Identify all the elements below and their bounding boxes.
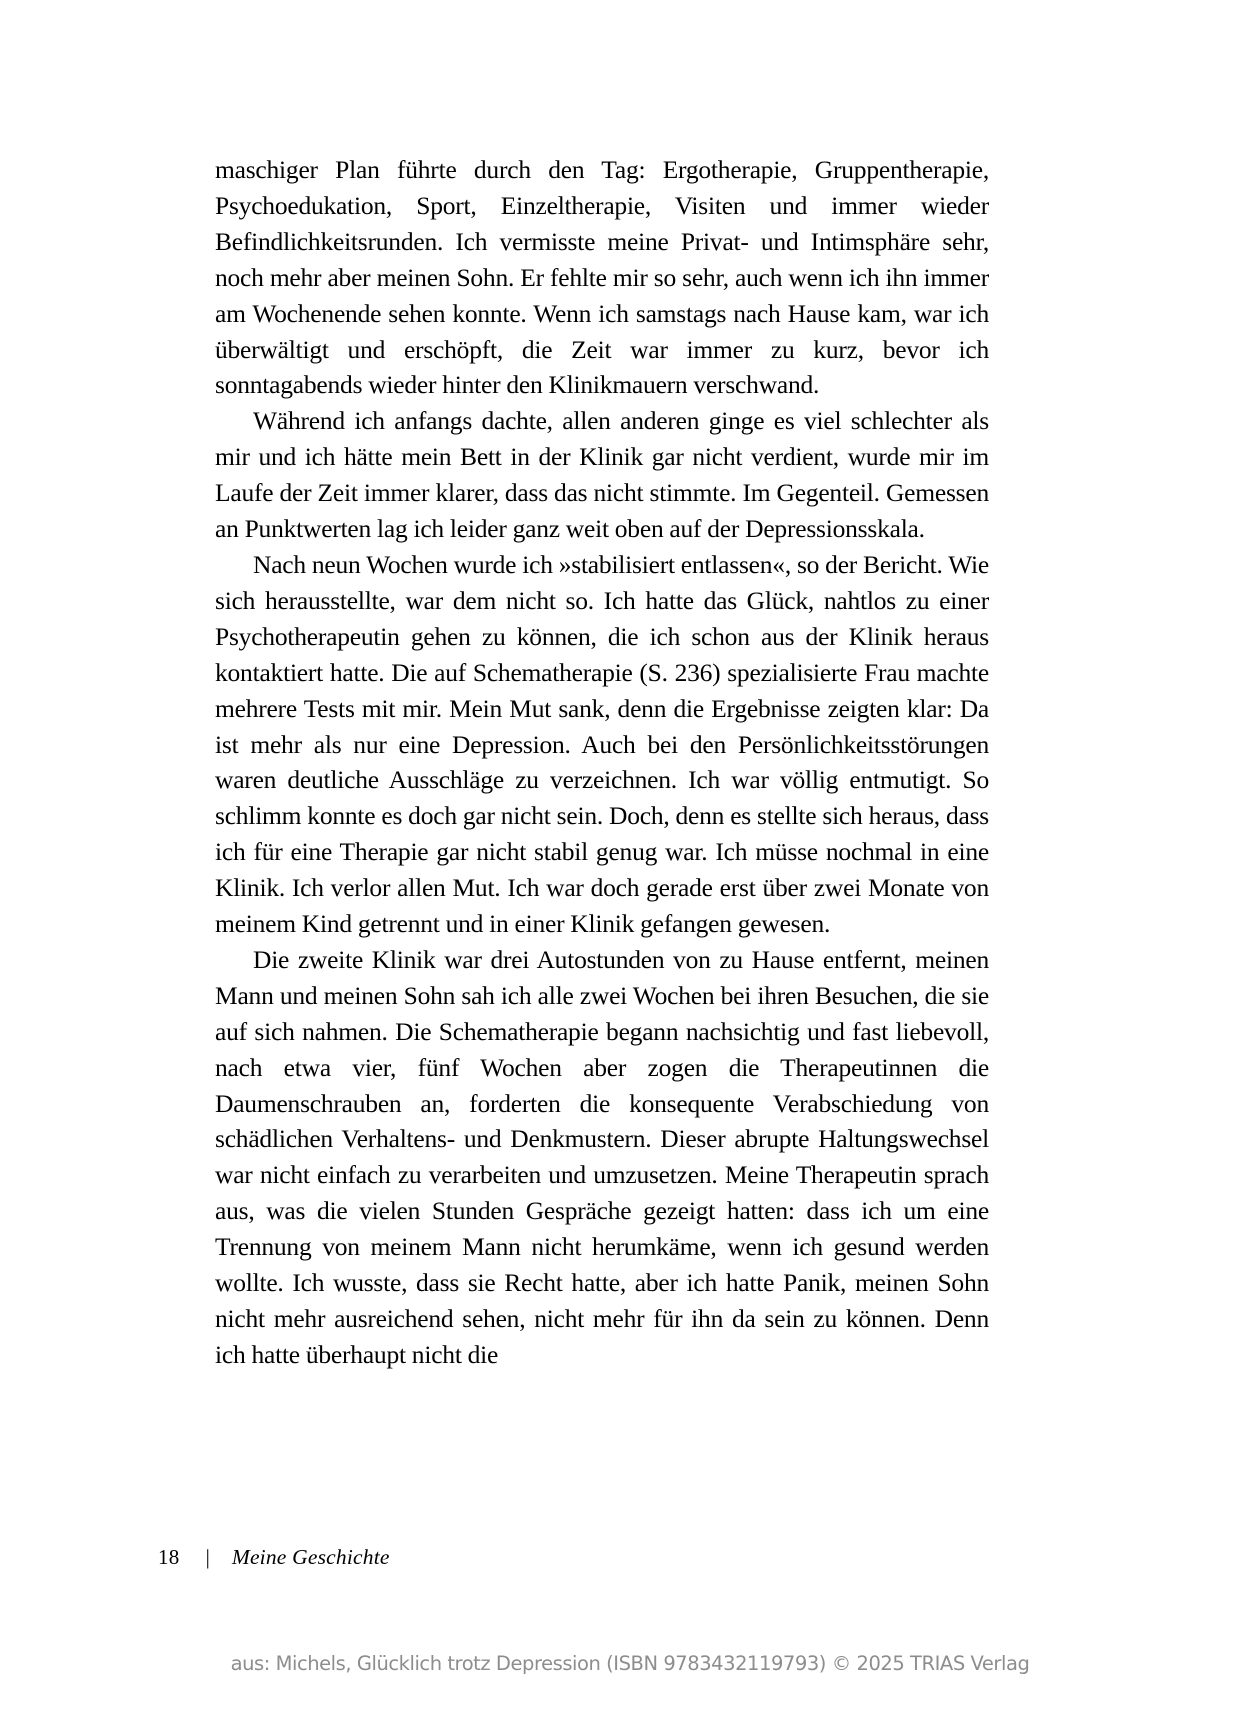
paragraph-continued: maschiger Plan führte durch den Tag: Ergotherapie, Gruppentherapie, Psychoedukation, Sport, Einzeltherapie, Visiten und immer wieder Befindlichkeitsrunden. Ich vermisste meine Privat- und Intimsphäre sehr, noch mehr aber meinen Sohn. Er fehlte mir so sehr, auch wenn ich ihn immer am Wochenende sehen konnte. Wenn ich samstags nach Hause kam, war ich überwältigt und erschöpft, die Zeit war immer zu kurz, bevor ich sonntagabends wieder hinter den Klinikmauern verschwand.: [215, 155, 989, 400]
running-footer: [158, 1545, 390, 1570]
source-credit-line: aus: Michels, Glücklich trotz Depression (ISBN 9783432119793) © 2025 TRIAS Verlag: [230, 1652, 1030, 1675]
paragraph-zweite-klinik: Die zweite Klinik war drei Autostunden von zu Hause entfernt, meinen Mann und meinen Sohn sah ich alle zwei Wochen bei ihren Besuchen, die sie auf sich nahmen. Die Schematherapie begann nachsichtig und fast liebevoll, nach etwa vier, fünf Wochen aber zogen die Therapeutinnen die Daumenschrauben an, forderten die konsequente Verabschiedung von schädlichen Verhaltens- und Denkmustern. Dieser abrupte Haltungswechsel war nicht einfach zu verarbeiten und umzusetzen. Meine Therapeutin sprach aus, was die vielen Stunden Gespräche gezeigt hatten: dass ich um eine Trennung von meinem Mann nicht herumkäme, wenn ich gesund werden wollte. Ich wusste, dass sie Recht hatte, aber ich hatte Panik, meinen Sohn nicht mehr ausreichend sehen, nicht mehr für ihn da sein zu können. Denn ich hatte überhaupt nicht die: [215, 944, 989, 1369]
paragraph-waehrend: Während ich anfangs dachte, allen anderen ginge es viel schlechter als mir und ich hätte mein Bett in der Klinik gar nicht verdient, wurde mir im Laufe der Zeit immer klarer, dass das nicht stimmte. Im Gegenteil. Gemessen an Punktwerten lag ich leider ganz weit oben auf der Depressionsskala.: [215, 406, 989, 544]
body-text-column: [215, 152, 989, 1373]
paragraph-nach-neun-wochen: Nach neun Wochen wurde ich »stabilisiert entlassen«, so der Bericht. Wie sich herausstellte, war dem nicht so. Ich hatte das Glück, nahtlos zu einer Psychotherapeutin gehen zu können, die ich schon aus der Klinik heraus kontaktiert hatte. Die auf Schematherapie (S. 236) spezialisierte Frau machte mehrere Tests mit mir. Mein Mut sank, denn die Ergebnisse zeigten klar: Da ist mehr als nur eine Depression. Auch bei den Persönlichkeitsstörungen waren deutliche Ausschläge zu verzeichnen. Ich war völlig entmutigt. So schlimm konnte es doch gar nicht sein. Doch, denn es stellte sich heraus, dass ich für eine Therapie gar nicht stabil genug war. Ich müsse nochmal in eine Klinik. Ich verlor allen Mut. Ich war doch gerade erst über zwei Monate von meinem Kind getrennt und in einer Klinik gefangen gewesen.: [215, 549, 989, 939]
chapter-title: Meine Geschichte: [231, 1545, 390, 1569]
footer-separator: |: [205, 1545, 210, 1569]
page-number: 18: [158, 1545, 180, 1569]
